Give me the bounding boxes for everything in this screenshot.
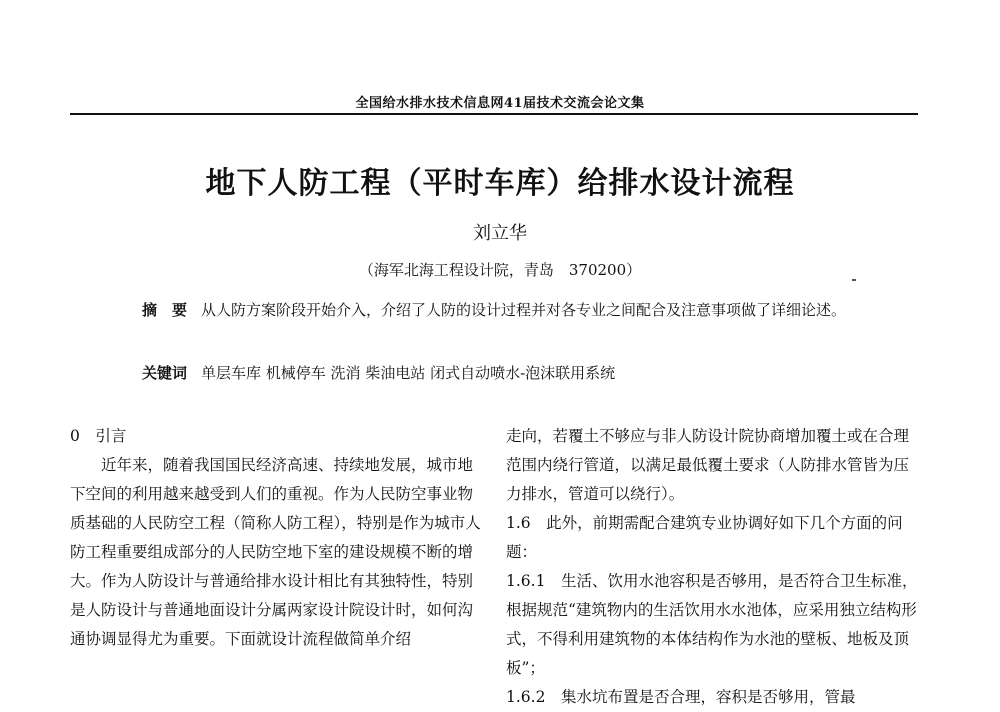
keywords [142, 362, 902, 383]
section-heading: 0 引言 [70, 427, 127, 445]
continued-paragraph: 走向，若覆土不够应与非人防设计院协商增加覆土或在合理范围内绕行管道，以满足最低覆土要求（人防排水管皆为压力排水，管道可以绕行）。 [506, 427, 910, 503]
abstract-label: 摘 要 [142, 301, 188, 319]
section-1-6-1: 1.6.1 生活、饮用水池容积是否够用，是否符合卫生标准，根据规范“建筑物内的生活饮用水水池体，应采用独立结构形式，不得利用建筑物的本体结构作为水池的壁板、地板及顶板”； [506, 572, 918, 677]
section-1-6-2: 1.6.2 集水坑布置是否合理，容积是否够用，管最 [506, 688, 856, 706]
abstract [108, 296, 898, 324]
right-column [506, 422, 918, 712]
author-name: 刘立华 [473, 223, 527, 244]
author-affiliation: （海军北海工程设计院，青岛 370200） [358, 261, 642, 279]
section-1-6: 1.6 此外，前期需配合建筑专业协调好如下几个方面的问题： [506, 514, 903, 561]
journal-header: 全国给水排水技术信息网41届技术交流会论文集 [355, 96, 645, 111]
keywords-label: 关键词 [142, 364, 188, 382]
intro-paragraph: 近年来，随着我国国民经济高速、持续地发展，城市地下空间的利用越来越受到人们的重视。作为人民防空事业物质基础的人民防空工程（简称人防工程），特别是作为城市人防工程重要组成部分的人民防空地下室的建设规模不断的增大。作为人防设计与普通给排水设计相比有其独特性，特别是人防设计与普通地面设计分属两家设计院设计时，如何沟通协调显得尤为重要。下面就设计流程做简单介绍 [70, 456, 481, 648]
header-rule [70, 113, 918, 115]
keywords-text: 单层车库 机械停车 洗消 柴油电站 闭式自动喷水-泡沫联用系统 [201, 364, 616, 382]
scan-speck [852, 279, 856, 281]
left-column [70, 422, 482, 654]
abstract-text: 从人防方案阶段开始介入，介绍了人防的设计过程并对各专业之间配合及注意事项做了详细论述。 [201, 301, 847, 319]
article-title: 地下人防工程（平时车库）给排水设计流程 [205, 166, 795, 201]
